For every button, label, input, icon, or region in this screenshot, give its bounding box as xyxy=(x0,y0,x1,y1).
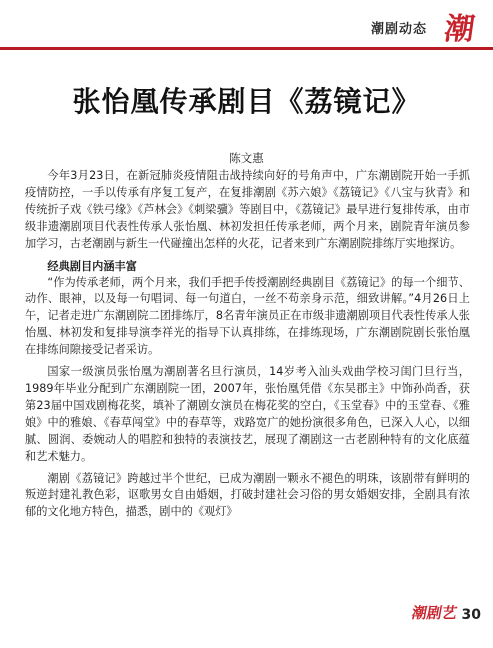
page-number: 30 xyxy=(461,607,481,623)
article-body xyxy=(25,168,470,526)
header-rule xyxy=(0,47,493,50)
article-paragraph: “作为传承老师，两个月来，我们手把手传授潮剧经典剧目《荔镜记》的每一个细节、动作、眼神，以及每一句唱词、每一句道白，一丝不苟亲身示范，细致讲解。”4月26日上午，记者走进广东潮剧院二团排练厅，8名青年演员正在市级非遗潮剧项目代表性传承人张怡凰、林初发和复排导演李祥光的指导下认真排练，在排练现场，广东潮剧院剧长张怡凰在排练间隙接受记者采访。 xyxy=(25,275,470,357)
article-intro: 今年3月23日，在新冠肺炎疫情阻击战持续向好的号角声中，广东潮剧院开始一手抓疫情防控，一手以传承有序复工复产，在复排潮剧《苏六娘》《荔镜记》《八宝与狄青》和传统折子戏《铁弓缘》《芦林会》《刺梁骥》等剧目中，《荔镜记》最早进行复排传承，由市级非遗潮剧项目代表性传承人张怡凰、林初发担任传承老师，两个月来，剧院青年演员参加学习，古老潮剧与新生一代碰撞出怎样的火花，记者来到广东潮剧院排练厅实地探访。 xyxy=(25,169,470,250)
article-paragraph: 潮剧《荔镜记》跨越过半个世纪，已成为潮剧一颗永不褪色的明珠，该剧带有鲜明的叛逆封建礼教色彩，讴歌男女自由婚姻，打破封建社会习俗的男女婚姻安排，全剧具有浓郁的文化地方特色，描悉，剧中的《观灯》 xyxy=(25,471,470,519)
footer-logo: 潮剧艺 xyxy=(410,604,459,622)
section-logo: 潮 xyxy=(442,12,477,47)
article-subheading: 经典剧目内涵丰富 xyxy=(47,259,137,273)
page-header xyxy=(0,0,493,48)
section-label: 潮剧动态 xyxy=(370,22,427,37)
article-title: 张怡凰传承剧目《荔镜记》 xyxy=(72,85,421,118)
article-paragraph: 国家一级演员张怡凰为潮剧著名旦行演员，14岁考入汕头戏曲学校习闺门旦行当，1989年毕业分配到广东潮剧院一团，2007年，张怡凰凭借《东吴郡主》中饰孙尚香，获第23届中国戏剧梅花奖，填补了潮剧女演员在梅花奖的空白，《玉堂春》中的玉堂春、《雅娘》中的雅娘、《春草闯堂》中的春草等，戏路宽广的她扮演很多角色，已深入人心，以细腻、圆润、委婉动人的唱腔和独特的表演技艺，展现了潮剧这一古老剧种特有的文化底蕴和艺术魅力。 xyxy=(25,365,470,463)
article-author: 陈文惠 xyxy=(229,151,264,165)
